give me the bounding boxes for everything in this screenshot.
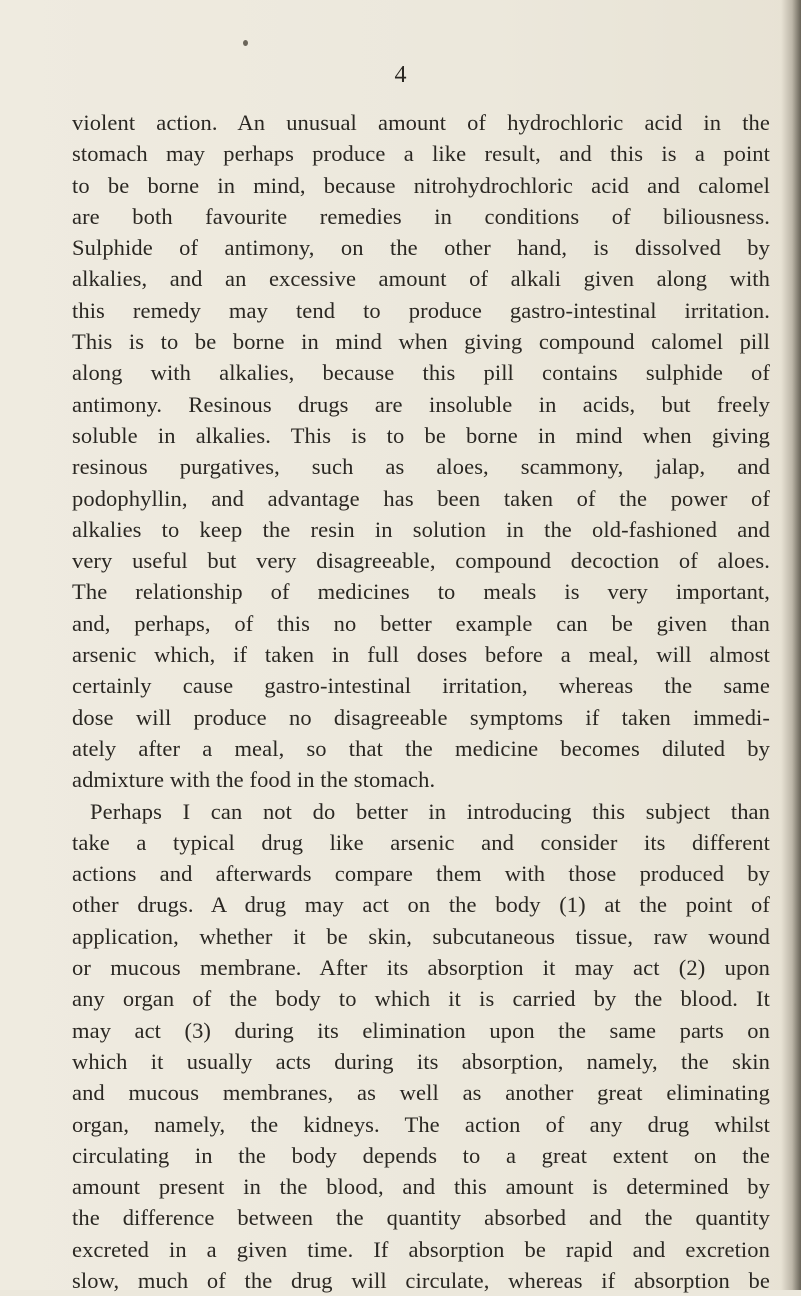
text-line: actions and afterwards compare them with those produced by: [72, 861, 770, 887]
text-line: amount present in the blood, and this amount is determined by: [72, 1174, 770, 1200]
text-line: certainly cause gastro-intestinal irritation, whereas the same: [72, 673, 770, 699]
text-line: to be borne in mind, because nitrohydrochloric acid and calomel: [72, 172, 770, 198]
text-line-paragraph-end: admixture with the food in the stomach.: [72, 767, 436, 793]
text-line: This is to be borne in mind when giving compound calomel pill: [72, 329, 770, 355]
text-line: or mucous membrane. After its absorption it may act (2) upon: [72, 955, 770, 981]
text-line: any organ of the body to which it is carried by the blood. It: [72, 986, 770, 1012]
text-line: this remedy may tend to produce gastro-intestinal irritation.: [72, 297, 770, 323]
text-line: organ, namely, the kidneys. The action of any drug whilst: [72, 1111, 770, 1137]
ink-speck: [243, 40, 248, 46]
text-line: dose will produce no disagreeable symptoms if taken immedi-: [72, 704, 770, 730]
text-line: along with alkalies, because this pill contains sulphide of: [72, 360, 770, 386]
text-line: antimony. Resinous drugs are insoluble in acids, but freely: [72, 391, 770, 417]
text-line: arsenic which, if taken in full doses before a meal, will almost: [72, 642, 770, 668]
page-number: 4: [394, 62, 407, 88]
body-text: [72, 107, 770, 1296]
text-line: alkalies, and an excessive amount of alkali given along with: [72, 266, 770, 292]
text-line: Sulphide of antimony, on the other hand, is dissolved by: [72, 235, 770, 261]
text-line: other drugs. A drug may act on the body (1) at the point of: [72, 892, 770, 918]
text-line: which it usually acts during its absorption, namely, the skin: [72, 1048, 770, 1074]
text-line: and mucous membranes, as well as another great eliminating: [72, 1080, 770, 1106]
text-line: podophyllin, and advantage has been taken of the power of: [72, 485, 770, 511]
text-line-paragraph-start: Perhaps I can not do better in introducing this subject than: [90, 798, 770, 824]
text-line: The relationship of medicines to meals is very important,: [72, 579, 770, 605]
text-line: the difference between the quantity absorbed and the quantity: [72, 1205, 770, 1231]
text-line: ately after a meal, so that the medicine becomes diluted by: [72, 735, 770, 761]
text-line: take a typical drug like arsenic and consider its different: [72, 829, 770, 855]
text-line: may act (3) during its elimination upon the same parts on: [72, 1017, 770, 1043]
text-line: and, perhaps, of this no better example can be given than: [72, 610, 770, 636]
text-line: stomach may perhaps produce a like result, and this is a point: [72, 141, 770, 167]
page-edge-shadow: [781, 0, 801, 1290]
text-line: excreted in a given time. If absorption be rapid and excretion: [72, 1236, 770, 1262]
text-line: resinous purgatives, such as aloes, scammony, jalap, and: [72, 454, 770, 480]
text-line: are both favourite remedies in conditions of biliousness.: [72, 203, 770, 229]
text-line: violent action. An unusual amount of hydrochloric acid in the: [72, 110, 770, 135]
text-line: soluble in alkalies. This is to be borne in mind when giving: [72, 422, 770, 448]
text-line: slow, much of the drug will circulate, whereas if absorption be: [72, 1267, 770, 1293]
text-line: circulating in the body depends to a great extent on the: [72, 1142, 770, 1168]
text-line: very useful but very disagreeable, compound decoction of aloes.: [72, 548, 770, 574]
text-line: application, whether it be skin, subcutaneous tissue, raw wound: [72, 923, 770, 949]
text-line: alkalies to keep the resin in solution in the old-fashioned and: [72, 516, 770, 542]
